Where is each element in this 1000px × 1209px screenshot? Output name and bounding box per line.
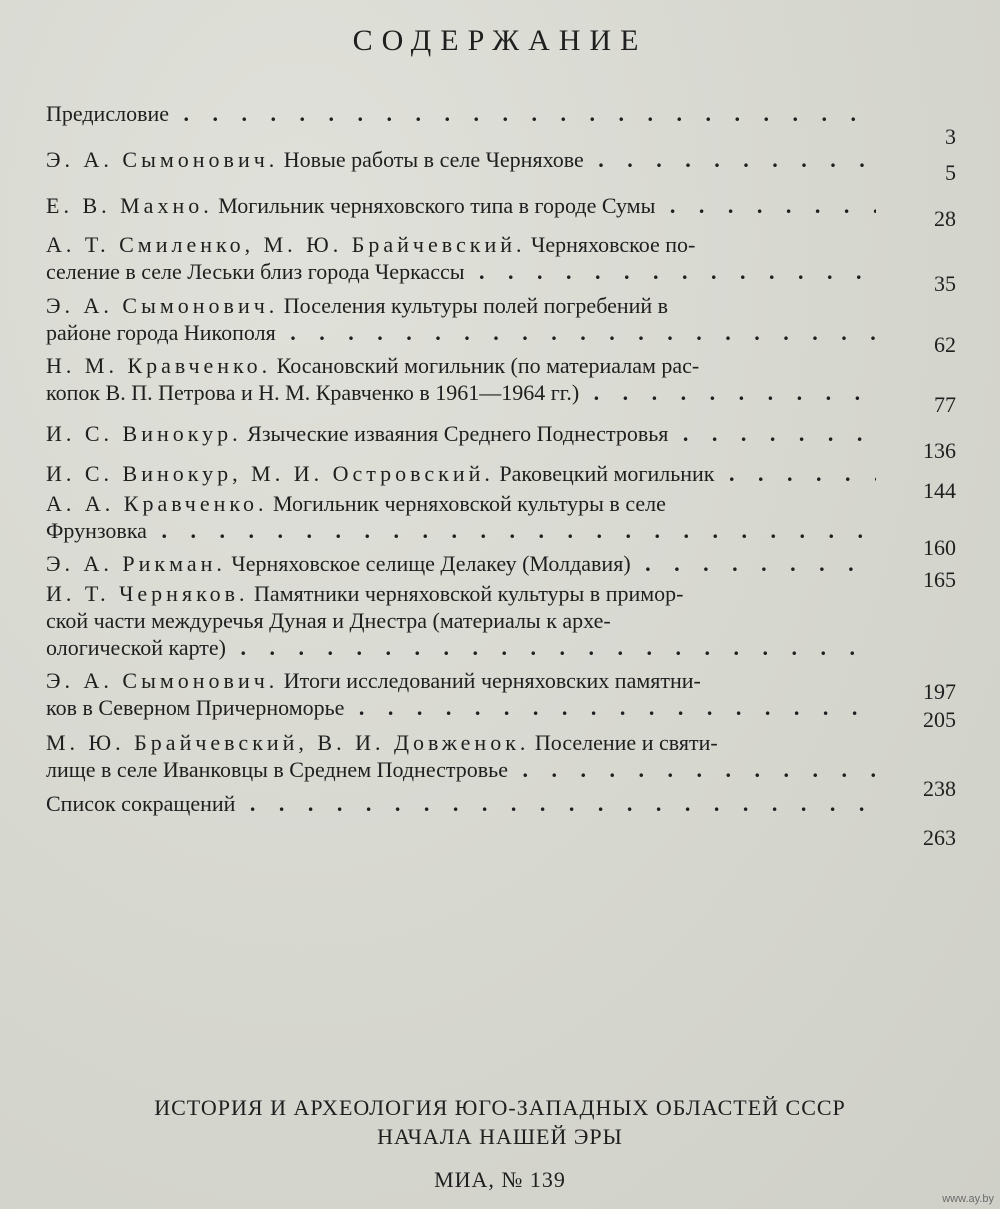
toc-title-line: Могильник черняховского типа в городе Сумы	[218, 193, 656, 218]
toc-author: И. С. Винокур.	[46, 421, 242, 446]
toc-entry	[46, 192, 956, 219]
toc-entry	[46, 490, 956, 544]
toc-title-line: Итоги исследований черняховских памятни-	[283, 668, 701, 693]
toc-author: И. Т. Черняков.	[46, 581, 249, 606]
toc-entry	[46, 100, 956, 127]
toc-title-line: Список сокращений	[46, 791, 236, 816]
toc-page-number: 165	[923, 567, 956, 592]
toc-author: Н. М. Кравченко.	[46, 353, 272, 378]
toc-title-line: Могильник черняховской культуры в селе	[272, 491, 666, 516]
toc-page-number: 144	[923, 478, 956, 503]
toc-author: И. С. Винокур, М. И. Островский.	[46, 461, 494, 486]
toc-entry	[46, 146, 956, 173]
toc-title-line: Языческие изваяния Среднего Поднестровья	[247, 421, 669, 446]
toc-entry	[46, 231, 956, 285]
toc-entry	[46, 460, 956, 487]
toc-author: А. Т. Смиленко, М. Ю. Брайчевский.	[46, 232, 526, 257]
toc-page-number: 3	[945, 124, 956, 149]
book-title-line-1: ИСТОРИЯ И АРХЕОЛОГИЯ ЮГО-ЗАПАДНЫХ ОБЛАСТЕЙ СССР	[154, 1095, 846, 1120]
toc-title-line: Черняховское селище Делакеу (Молдавия)	[231, 551, 631, 576]
toc-entry	[46, 729, 956, 783]
toc-page-number: 205	[923, 707, 956, 732]
toc-title-line: ской части междуречья Дуная и Днестра (материалы к архе-	[46, 608, 611, 633]
toc-title-line: Косановский могильник (по материалам рас-	[276, 353, 700, 378]
toc-author: Э. А. Рикман.	[46, 551, 226, 576]
toc-page-number: 197	[923, 679, 956, 704]
toc-page-number: 160	[923, 535, 956, 560]
toc-author: А. А. Кравченко.	[46, 491, 268, 516]
toc-entry	[46, 667, 956, 721]
toc-title-line: ков в Северном Причерноморье	[46, 695, 345, 720]
toc-entry	[46, 292, 956, 346]
toc-title-line: ологической карте)	[46, 635, 227, 660]
toc-title-line: Поселение и святи-	[534, 730, 718, 755]
watermark: www.ay.by	[942, 1193, 994, 1205]
toc-author: М. Ю. Брайчевский, В. И. Довженок.	[46, 730, 530, 755]
contents-heading: СОДЕРЖАНИЕ	[352, 24, 648, 57]
toc-author: Е. В. Махно.	[46, 193, 213, 218]
toc-page-number: 62	[934, 332, 956, 357]
toc-title-line: Предисловие	[46, 101, 169, 126]
toc-title-line: Поселения культуры полей погребений в	[283, 293, 669, 318]
book-title-line-2: НАЧАЛА НАШЕЙ ЭРЫ	[377, 1124, 623, 1149]
toc-title-line: районе города Никополя	[46, 320, 276, 345]
toc-title-line: копок В. П. Петрова и Н. М. Кравченко в 1961—1964 гг.)	[46, 380, 580, 405]
toc-page-number: 263	[923, 825, 956, 850]
toc-page-number: 77	[934, 392, 956, 417]
toc-author: Э. А. Сымонович.	[46, 668, 279, 693]
toc-page-number: 28	[934, 206, 956, 231]
toc-entry	[46, 580, 956, 661]
toc-title-line: Памятники черняховской культуры в примор-	[254, 581, 684, 606]
toc-title-line: лище в селе Иванковцы в Среднем Поднестровье	[46, 757, 508, 782]
toc-title-line: Черняховское по-	[531, 232, 696, 257]
toc-entry	[46, 790, 956, 817]
toc-entry	[46, 420, 956, 447]
toc-page-number: 5	[945, 160, 956, 185]
series-number: МИА, № 139	[434, 1167, 566, 1192]
toc-title-line: селение в селе Леськи близ города Черкассы	[46, 259, 465, 284]
toc-title-line: Раковецкий могильник	[499, 461, 715, 486]
toc-title-line: Новые работы в селе Черняхове	[283, 147, 584, 172]
toc-page-number: 136	[923, 438, 956, 463]
toc-entry	[46, 352, 956, 406]
toc-entry	[46, 550, 956, 577]
toc-title-line: Фрунзовка	[46, 518, 147, 543]
toc-page-number: 35	[934, 271, 956, 296]
toc-author: Э. А. Сымонович.	[46, 293, 279, 318]
toc-author: Э. А. Сымонович.	[46, 147, 279, 172]
toc-page-number: 238	[923, 776, 956, 801]
